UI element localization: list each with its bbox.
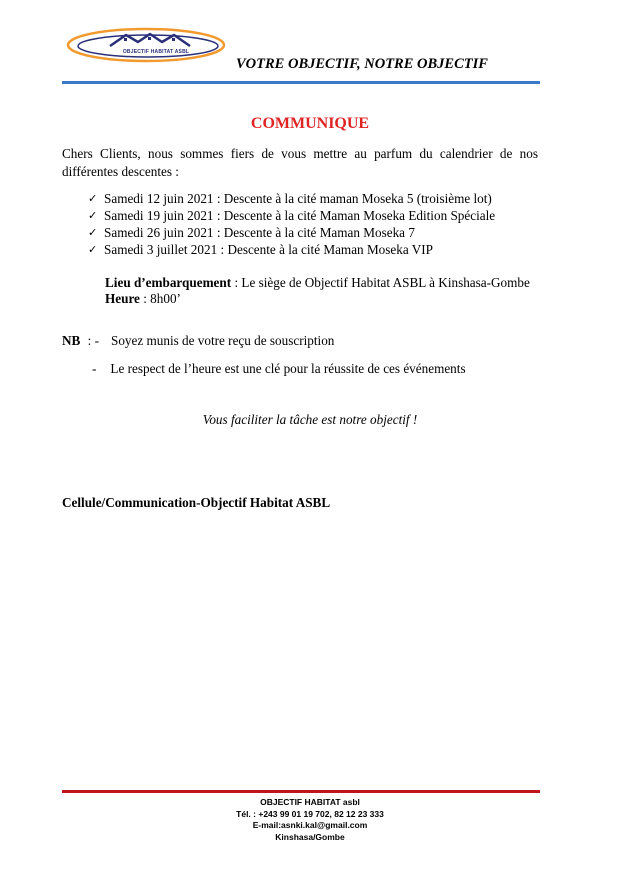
footer-phone: Tél. : +243 99 01 19 702, 82 12 23 333 (236, 808, 384, 819)
slogan: VOTRE OBJECTIF, NOTRE OBJECTIF (236, 56, 488, 72)
nb-item-1: Soyez munis de votre reçu de souscription (110, 333, 335, 348)
signature: Cellule/Communication-Objectif Habitat ASBL (62, 495, 331, 510)
list-item-text: Samedi 3 juillet 2021 : Descente à la cité Maman Moseka VIP (104, 242, 433, 257)
time-text: : 8h00’ (139, 291, 181, 306)
footer-divider (62, 790, 540, 793)
list-item-text: Samedi 12 juin 2021 : Descente à la cité maman Moseka 5 (troisième lot) (104, 191, 492, 206)
list-item (88, 190, 495, 207)
intro-line-2: différentes descentes : (62, 164, 179, 179)
intro-line-1: Chers Clients, nous sommes fiers de vous mettre au parfum du calendrier de nos (62, 146, 538, 161)
nb-line-2 (92, 361, 466, 377)
nb-item-2: Le respect de l’heure est une clé pour la réussite de ces événements (110, 361, 466, 376)
intro-paragraph (62, 145, 538, 181)
footer (0, 797, 620, 843)
logo-text: OBJECTIF HABITAT ASBL (122, 49, 190, 55)
location-label: Lieu d’embarquement (105, 275, 232, 290)
list-item (88, 207, 495, 224)
check-icon: ✓ (88, 226, 98, 239)
list-item-text: Samedi 19 juin 2021 : Descente à la cité Maman Moseka Edition Spéciale (104, 208, 496, 223)
schedule-list (88, 190, 495, 258)
company-logo (66, 24, 226, 66)
time-label: Heure (105, 291, 140, 306)
footer-name: OBJECTIF HABITAT asbl (260, 797, 360, 807)
nb-separator: : - (84, 333, 99, 348)
nb-line-1 (62, 333, 334, 349)
time-line (105, 291, 530, 307)
tagline: Vous faciliter la tâche est notre objectif ! (202, 412, 418, 427)
location-block (105, 275, 530, 307)
nb-dash: - (92, 361, 97, 376)
list-item-text: Samedi 26 juin 2021 : Descente à la cité Maman Moseka 7 (104, 225, 415, 240)
check-icon: ✓ (88, 192, 98, 205)
header-divider (62, 81, 540, 84)
logo-house-icon (66, 24, 226, 66)
location-line (105, 275, 530, 291)
list-item (88, 241, 495, 258)
location-text: : Le siège de Objectif Habitat ASBL à Kinshasa-Gombe (231, 275, 530, 290)
check-icon: ✓ (88, 209, 98, 222)
footer-city: Kinshasa/Gombe (275, 831, 345, 842)
list-item (88, 224, 495, 241)
footer-email: E-mail:asnki.kal@gmail.com (252, 820, 368, 830)
check-icon: ✓ (88, 243, 98, 256)
page-title: COMMUNIQUE (250, 115, 370, 132)
nb-label: NB (62, 333, 81, 348)
